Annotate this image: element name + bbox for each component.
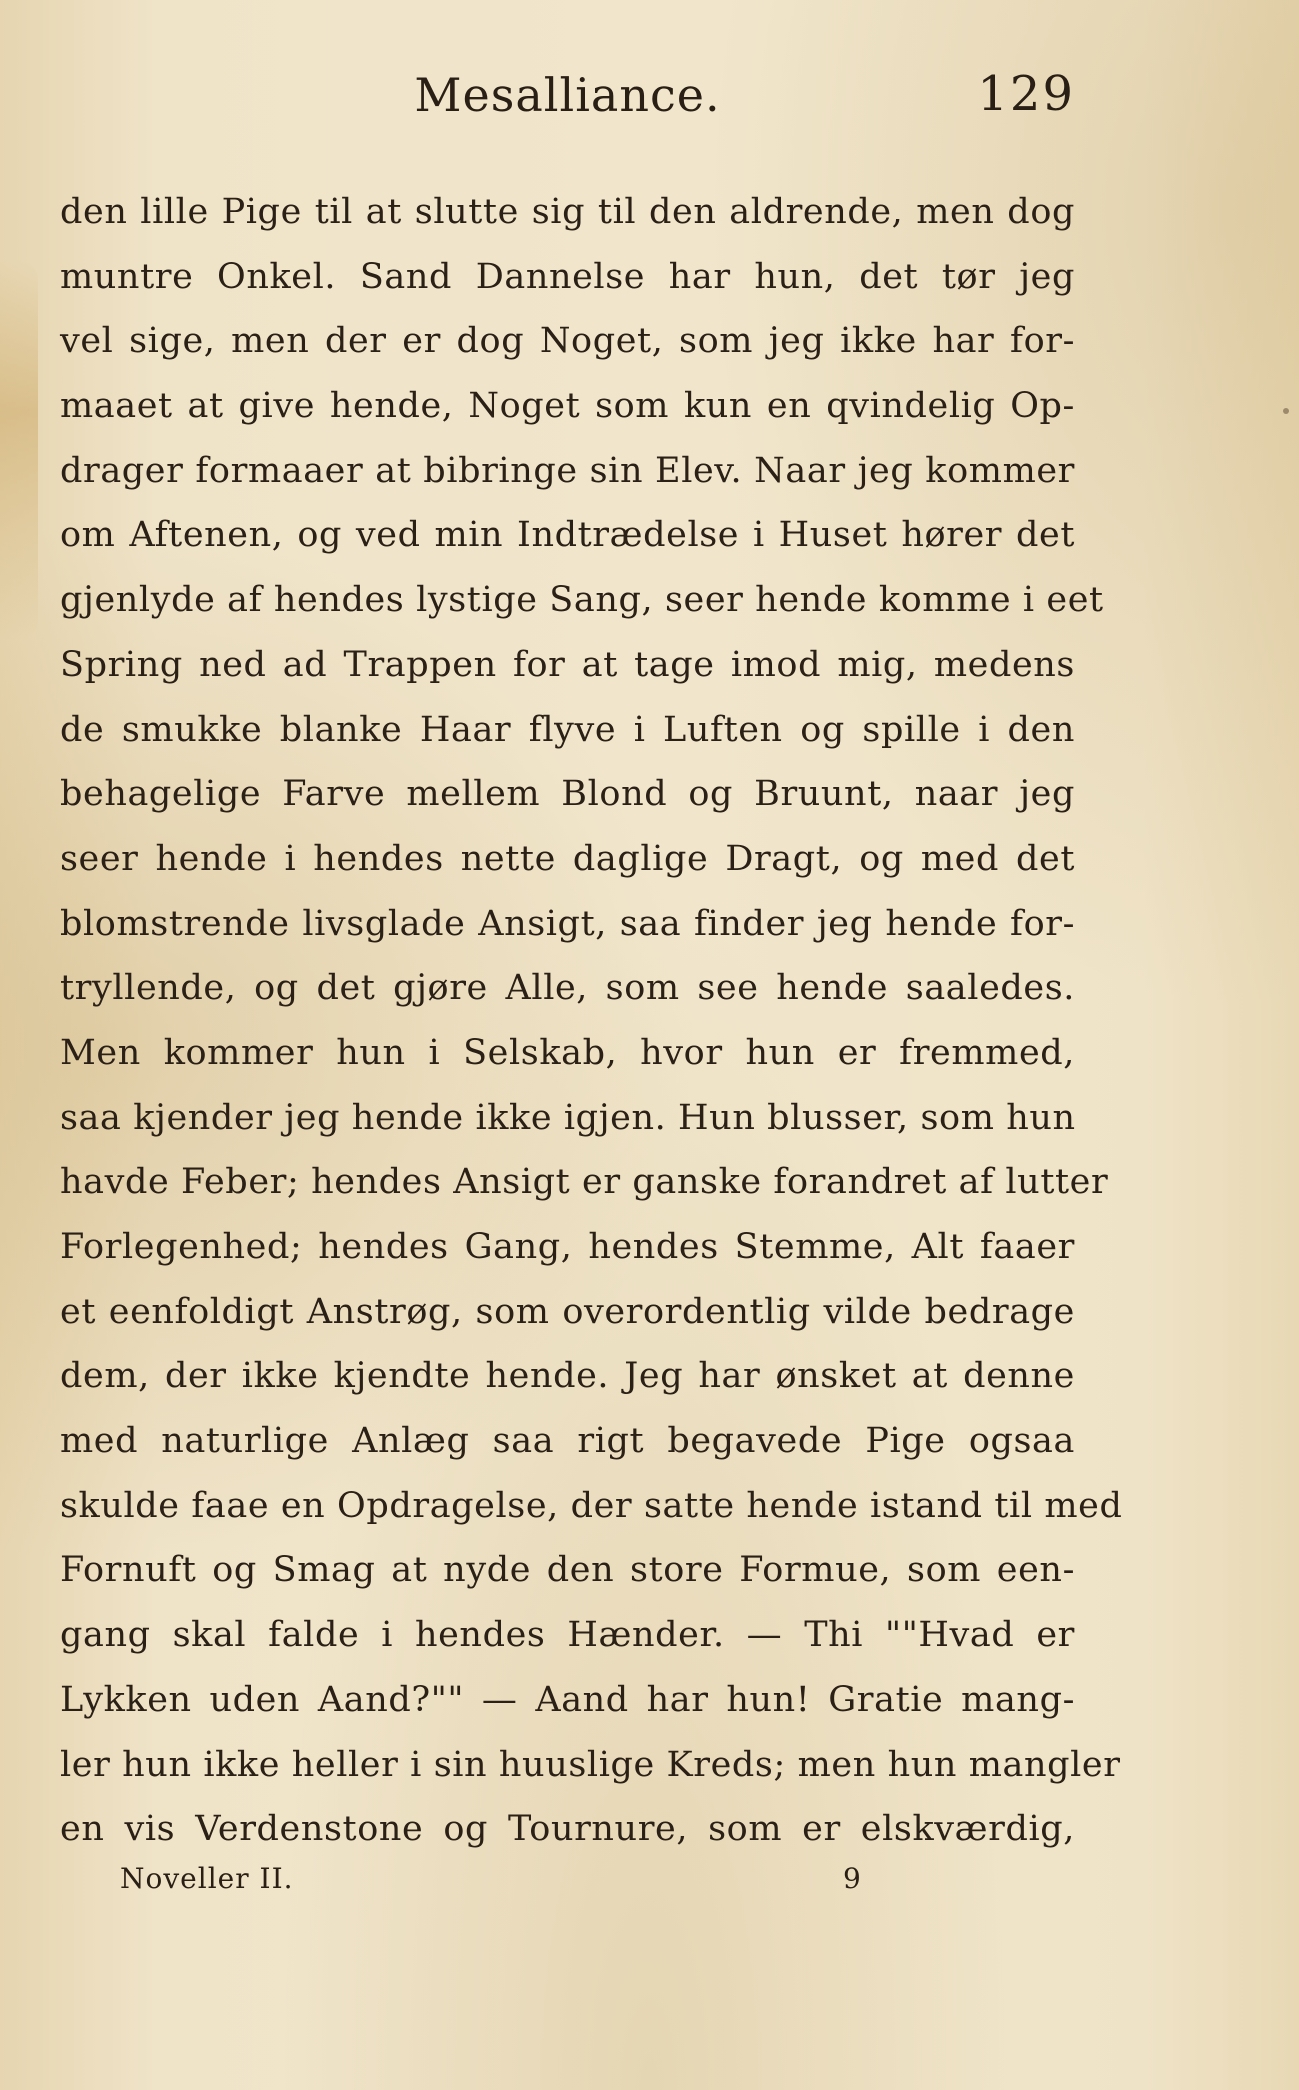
paper-speck (1283, 408, 1289, 414)
text-line: om Aftenen, og ved min Indtrædelse i Huset hører det (60, 515, 1075, 556)
text-line: vel sige, men der er dog Noget, som jeg ikke har for- (60, 321, 1075, 362)
text-line: Men kommer hun i Selskab, hvor hun er fremmed, (60, 1032, 1075, 1073)
text-line: et eenfoldigt Anstrøg, som overordentlig vilde bedrage (60, 1291, 1075, 1332)
text-line: blomstrende livsglade Ansigt, saa finder jeg hende for- (60, 903, 1075, 944)
text-line: gjenlyde af hendes lystige Sang, seer hende komme i eet (60, 580, 1104, 621)
text-line: muntre Onkel. Sand Dannelse har hun, det tør jeg (60, 256, 1075, 297)
text-line: havde Feber; hendes Ansigt er ganske forandret af lutter (60, 1162, 1109, 1203)
page-number: 129 (977, 66, 1075, 122)
text-line: seer hende i hendes nette daglige Dragt, og med det (60, 838, 1075, 879)
text-line: Lykken uden Aand?"" — Aand har hun! Gratie mang- (60, 1679, 1075, 1720)
text-line: med naturlige Anlæg saa rigt begavede Pige ogsaa (60, 1421, 1075, 1462)
text-line: behagelige Farve mellem Blond og Bruunt, naar jeg (60, 774, 1075, 815)
text-line: dem, der ikke kjendte hende. Jeg har ønsket at denne (60, 1356, 1075, 1397)
sheet-number: 9 (843, 1862, 861, 1895)
text-line: saa kjender jeg hende ikke igjen. Hun blusser, som hun (60, 1097, 1076, 1138)
text-line: de smukke blanke Haar flyve i Luften og spille i den (60, 709, 1075, 750)
text-line: Fornuft og Smag at nyde den store Formue, som een- (60, 1550, 1075, 1591)
text-line: tryllende, og det gjøre Alle, som see hende saaledes. (60, 968, 1075, 1009)
text-line: maaet at give hende, Noget som kun en qvindelig Op- (60, 386, 1075, 427)
text-line: Forlegenhed; hendes Gang, hendes Stemme, Alt faaer (60, 1227, 1075, 1267)
running-title: Mesalliance. (414, 68, 721, 122)
body-text (60, 180, 1123, 1862)
text-line: drager formaaer at bibringe sin Elev. Naar jeg kommer (60, 450, 1075, 491)
text-line: Spring ned ad Trappen for at tage imod mig, medens (60, 644, 1075, 685)
text-line: gang skal falde i hendes Hænder. — Thi ""Hvad er (60, 1615, 1075, 1656)
text-line: en vis Verdenstone og Tournure, som er elskværdig, (60, 1809, 1075, 1850)
text-line: skulde faae en Opdragelse, der satte hende istand til med (60, 1485, 1123, 1526)
signature-mark: Noveller II. (120, 1862, 294, 1895)
text-line: ler hun ikke heller i sin huuslige Kreds; men hun mangler (60, 1744, 1121, 1785)
text-line: den lille Pige til at slutte sig til den aldrende, men dog (60, 192, 1075, 232)
page-footer (60, 1862, 1075, 1902)
page-header (60, 58, 1075, 138)
paper-stain (0, 260, 38, 640)
